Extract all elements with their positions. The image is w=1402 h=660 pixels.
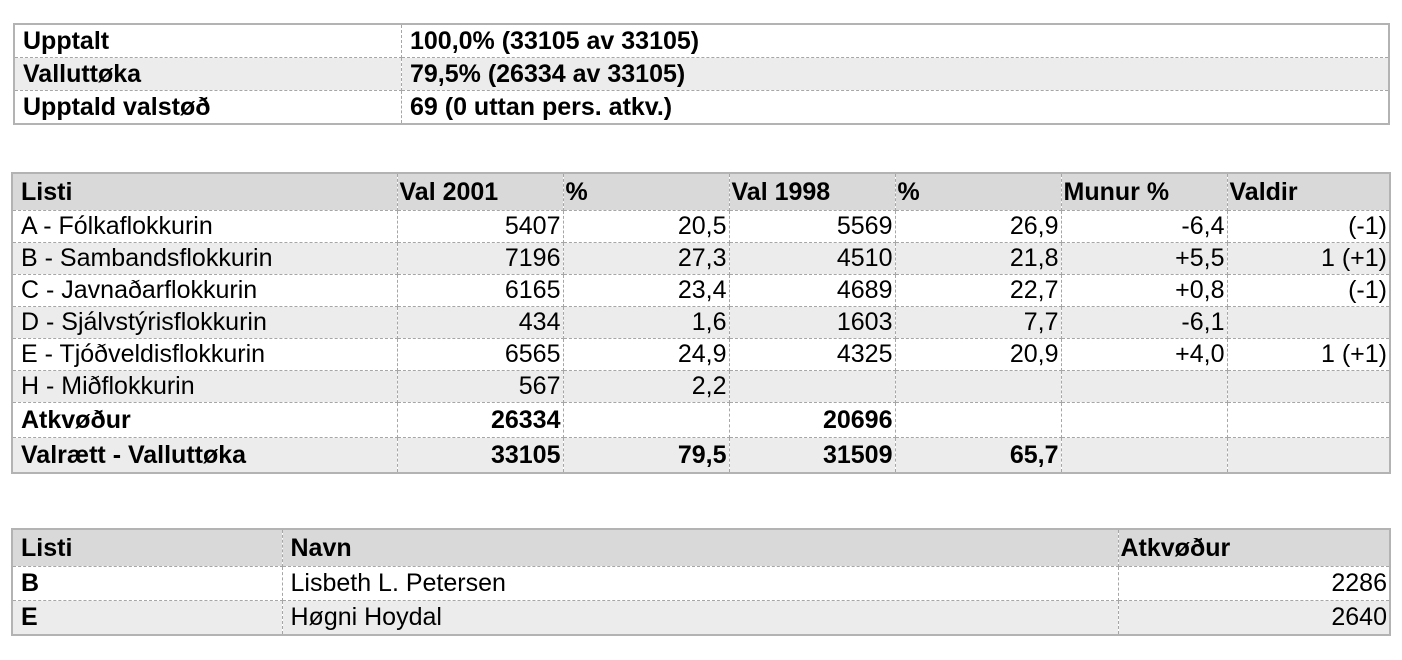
cell-valdir (1227, 438, 1390, 474)
summary-row (14, 91, 1389, 125)
cell-pct2001: 79,5 (563, 438, 729, 474)
party-row (12, 211, 1390, 243)
cell-val2001: 5407 (397, 211, 563, 243)
party-row (12, 339, 1390, 371)
summary-label: Valluttøka (14, 58, 402, 91)
cell-pct1998: 20,9 (895, 339, 1061, 371)
cell-atkvodur: 2286 (1118, 567, 1390, 601)
cell-name: E - Tjóðveldisflokkurin (12, 339, 397, 371)
cell-pct1998 (895, 371, 1061, 403)
cell-val2001: 7196 (397, 243, 563, 275)
cell-val2001: 434 (397, 307, 563, 339)
cell-val2001: 6165 (397, 275, 563, 307)
summary-table (13, 23, 1390, 125)
cell-valdir: 1 (+1) (1227, 243, 1390, 275)
cell-name: H - Miðflokkurin (12, 371, 397, 403)
cell-name: Atkvøður (12, 403, 397, 438)
cell-valdir: (-1) (1227, 211, 1390, 243)
cell-munur (1061, 438, 1227, 474)
summary-value: 79,5% (26334 av 33105) (402, 58, 1390, 91)
cell-pct1998: 22,7 (895, 275, 1061, 307)
summary-value: 100,0% (33105 av 33105) (402, 24, 1390, 58)
results-table (11, 172, 1391, 474)
cell-pct2001: 1,6 (563, 307, 729, 339)
cell-munur: +4,0 (1061, 339, 1227, 371)
total-row (12, 403, 1390, 438)
cell-val1998 (729, 371, 895, 403)
summary-row (14, 24, 1389, 58)
col-header-pct1998: % (895, 173, 1061, 211)
col-header-listi: Listi (12, 173, 397, 211)
cell-valdir: 1 (+1) (1227, 339, 1390, 371)
cell-name: D - Sjálvstýrisflokkurin (12, 307, 397, 339)
cell-val1998: 5569 (729, 211, 895, 243)
cell-valdir (1227, 371, 1390, 403)
cell-valdir (1227, 403, 1390, 438)
cell-listi: B (12, 567, 282, 601)
cell-valdir (1227, 307, 1390, 339)
party-row (12, 275, 1390, 307)
party-row (12, 243, 1390, 275)
col-header-listi: Listi (12, 529, 282, 567)
cell-listi: E (12, 601, 282, 636)
results-body (12, 211, 1390, 474)
member-row (12, 567, 1390, 601)
cell-pct2001: 2,2 (563, 371, 729, 403)
cell-pct1998 (895, 403, 1061, 438)
col-header-val1998: Val 1998 (729, 173, 895, 211)
cell-val1998: 4689 (729, 275, 895, 307)
summary-row (14, 58, 1389, 91)
cell-name: C - Javnaðarflokkurin (12, 275, 397, 307)
cell-val2001: 567 (397, 371, 563, 403)
cell-val2001: 33105 (397, 438, 563, 474)
col-header-val2001: Val 2001 (397, 173, 563, 211)
cell-pct2001: 27,3 (563, 243, 729, 275)
cell-val1998: 1603 (729, 307, 895, 339)
cell-munur: -6,4 (1061, 211, 1227, 243)
cell-munur: -6,1 (1061, 307, 1227, 339)
cell-munur: +5,5 (1061, 243, 1227, 275)
results-header-row (12, 173, 1390, 211)
party-row (12, 371, 1390, 403)
cell-pct2001: 20,5 (563, 211, 729, 243)
cell-munur: +0,8 (1061, 275, 1227, 307)
cell-valdir: (-1) (1227, 275, 1390, 307)
cell-pct2001: 24,9 (563, 339, 729, 371)
summary-value: 69 (0 uttan pers. atkv.) (402, 91, 1390, 125)
col-header-pct2001: % (563, 173, 729, 211)
members-header-row (12, 529, 1390, 567)
cell-pct1998: 65,7 (895, 438, 1061, 474)
cell-pct1998: 7,7 (895, 307, 1061, 339)
cell-pct2001: 23,4 (563, 275, 729, 307)
cell-name: B - Sambandsflokkurin (12, 243, 397, 275)
cell-name: Valrætt - Valluttøka (12, 438, 397, 474)
cell-val1998: 31509 (729, 438, 895, 474)
cell-val1998: 4510 (729, 243, 895, 275)
members-body (12, 567, 1390, 636)
cell-val2001: 6565 (397, 339, 563, 371)
member-row (12, 601, 1390, 636)
cell-atkvodur: 2640 (1118, 601, 1390, 636)
cell-pct1998: 26,9 (895, 211, 1061, 243)
cell-munur (1061, 403, 1227, 438)
summary-label: Upptalt (14, 24, 402, 58)
total-row (12, 438, 1390, 474)
col-header-atkvodur: Atkvøður (1118, 529, 1390, 567)
party-row (12, 307, 1390, 339)
summary-label: Upptald valstøð (14, 91, 402, 125)
col-header-valdir: Valdir (1227, 173, 1390, 211)
col-header-navn: Navn (282, 529, 1118, 567)
cell-navn: Høgni Hoydal (282, 601, 1118, 636)
cell-navn: Lisbeth L. Petersen (282, 567, 1118, 601)
cell-pct2001 (563, 403, 729, 438)
cell-val2001: 26334 (397, 403, 563, 438)
cell-pct1998: 21,8 (895, 243, 1061, 275)
cell-val1998: 20696 (729, 403, 895, 438)
members-table (11, 528, 1391, 636)
col-header-munur: Munur % (1061, 173, 1227, 211)
cell-name: A - Fólkaflokkurin (12, 211, 397, 243)
cell-munur (1061, 371, 1227, 403)
cell-val1998: 4325 (729, 339, 895, 371)
